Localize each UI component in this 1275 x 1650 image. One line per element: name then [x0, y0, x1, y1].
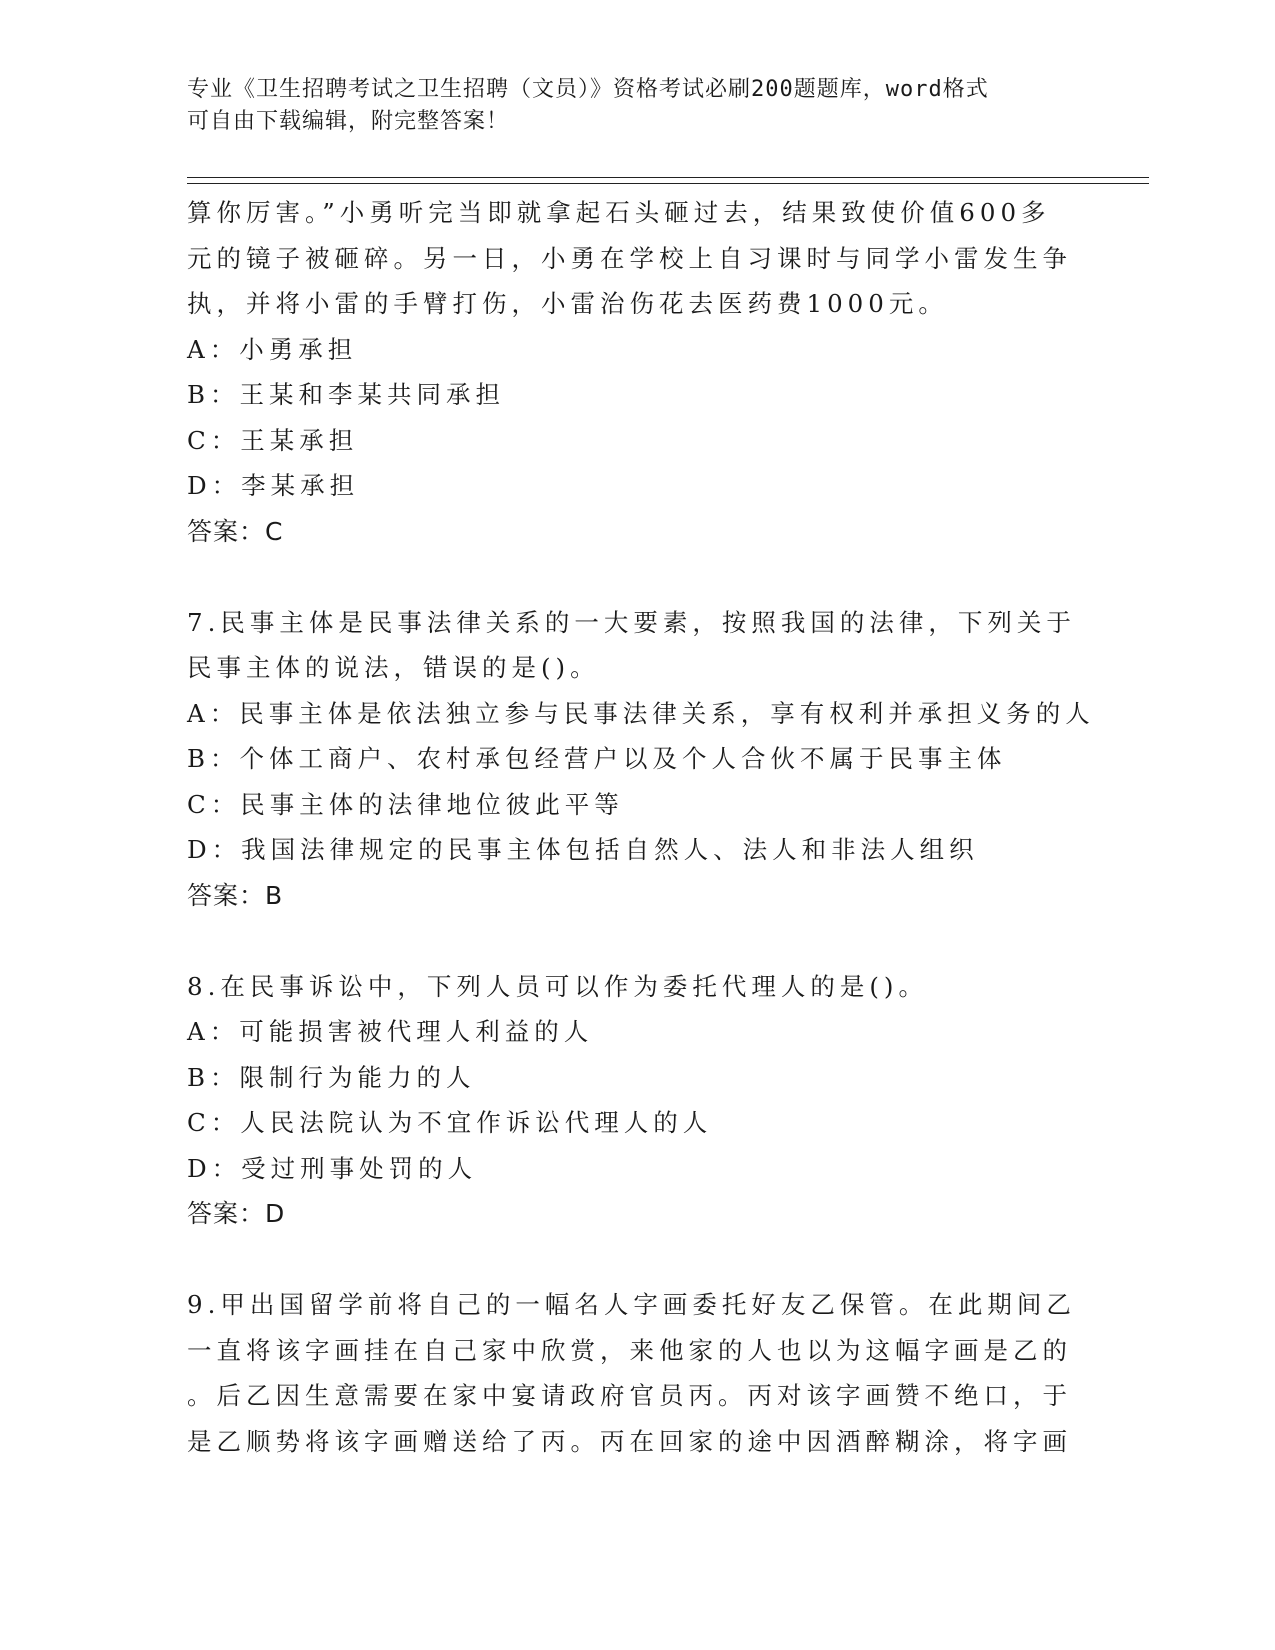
question-text-line: 一直将该字画挂在自己家中欣赏，来他家的人也以为这幅字画是乙的 [187, 1335, 1072, 1365]
question-spacer [187, 554, 1087, 600]
option-c: C：人民法院认为不宜作诉讼代理人的人 [187, 1108, 713, 1137]
header-line-2: 可自由下载编辑，附完整答案！ [187, 109, 510, 134]
question-text-line: 7.民事主体是民事法律关系的一大要素，按照我国的法律，下列关于 [187, 607, 1076, 637]
question-spacer [187, 918, 1087, 964]
question-9 [187, 1282, 1087, 1464]
question-text-line: 执，并将小雷的手臂打伤，小雷治伤花去医药费1000元。 [187, 289, 948, 318]
question-7 [187, 600, 1095, 919]
question-text-line: 算你厉害。”小勇听完当即就拿起石头砸过去，结果致使价值600多 [187, 198, 1051, 227]
answer-line: 答案：C [187, 516, 284, 546]
option-b: B：个体工商户、农村承包经营户以及个人合伙不属于民事主体 [187, 744, 1007, 773]
document-body [187, 190, 1095, 1464]
question-text-line: 是乙顺势将该字画赠送给了丙。丙在回家的途中因酒醉糊涂，将字画 [187, 1426, 1072, 1456]
option-b: B：限制行为能力的人 [187, 1062, 476, 1092]
question-6-tail [187, 190, 1087, 554]
document-header [187, 74, 1087, 138]
option-c: C：民事主体的法律地位彼此平等 [187, 789, 624, 819]
option-d: D：我国法律规定的民事主体包括自然人、法人和非法人组织 [187, 835, 979, 864]
question-8 [187, 964, 1087, 1237]
question-spacer [187, 1237, 1087, 1283]
question-text-line: 民事主体的说法，错误的是()。 [187, 653, 600, 682]
option-d: D：李某承担 [187, 471, 360, 500]
option-a: A：可能损害被代理人利益的人 [187, 1017, 594, 1046]
answer-line: 答案：B [187, 880, 284, 910]
option-b: B：王某和李某共同承担 [187, 380, 506, 409]
option-a: A：民事主体是依法独立参与民事法律关系，享有权利并承担义务的人 [187, 698, 1095, 728]
question-text-line: 9.甲出国留学前将自己的一幅名人字画委托好友乙保管。在此期间乙 [187, 1290, 1076, 1319]
question-text-line: 。后乙因生意需要在家中宴请政府官员丙。丙对该字画赞不绝口，于 [187, 1381, 1072, 1410]
question-text-line: 8.在民事诉讼中，下列人员可以作为委托代理人的是()。 [187, 971, 928, 1001]
header-line-1: 专业《卫生招聘考试之卫生招聘（文员）》资格考试必刷200题题库，word格式 [187, 77, 989, 102]
option-d: D：受过刑事处罚的人 [187, 1153, 478, 1183]
question-text-line: 元的镜子被砸碎。另一日，小勇在学校上自习课时与同学小雷发生争 [187, 243, 1072, 273]
header-divider [187, 177, 1149, 184]
option-a: A：小勇承担 [187, 334, 358, 364]
answer-line: 答案：D [187, 1199, 286, 1228]
option-c: C：王某承担 [187, 425, 359, 455]
